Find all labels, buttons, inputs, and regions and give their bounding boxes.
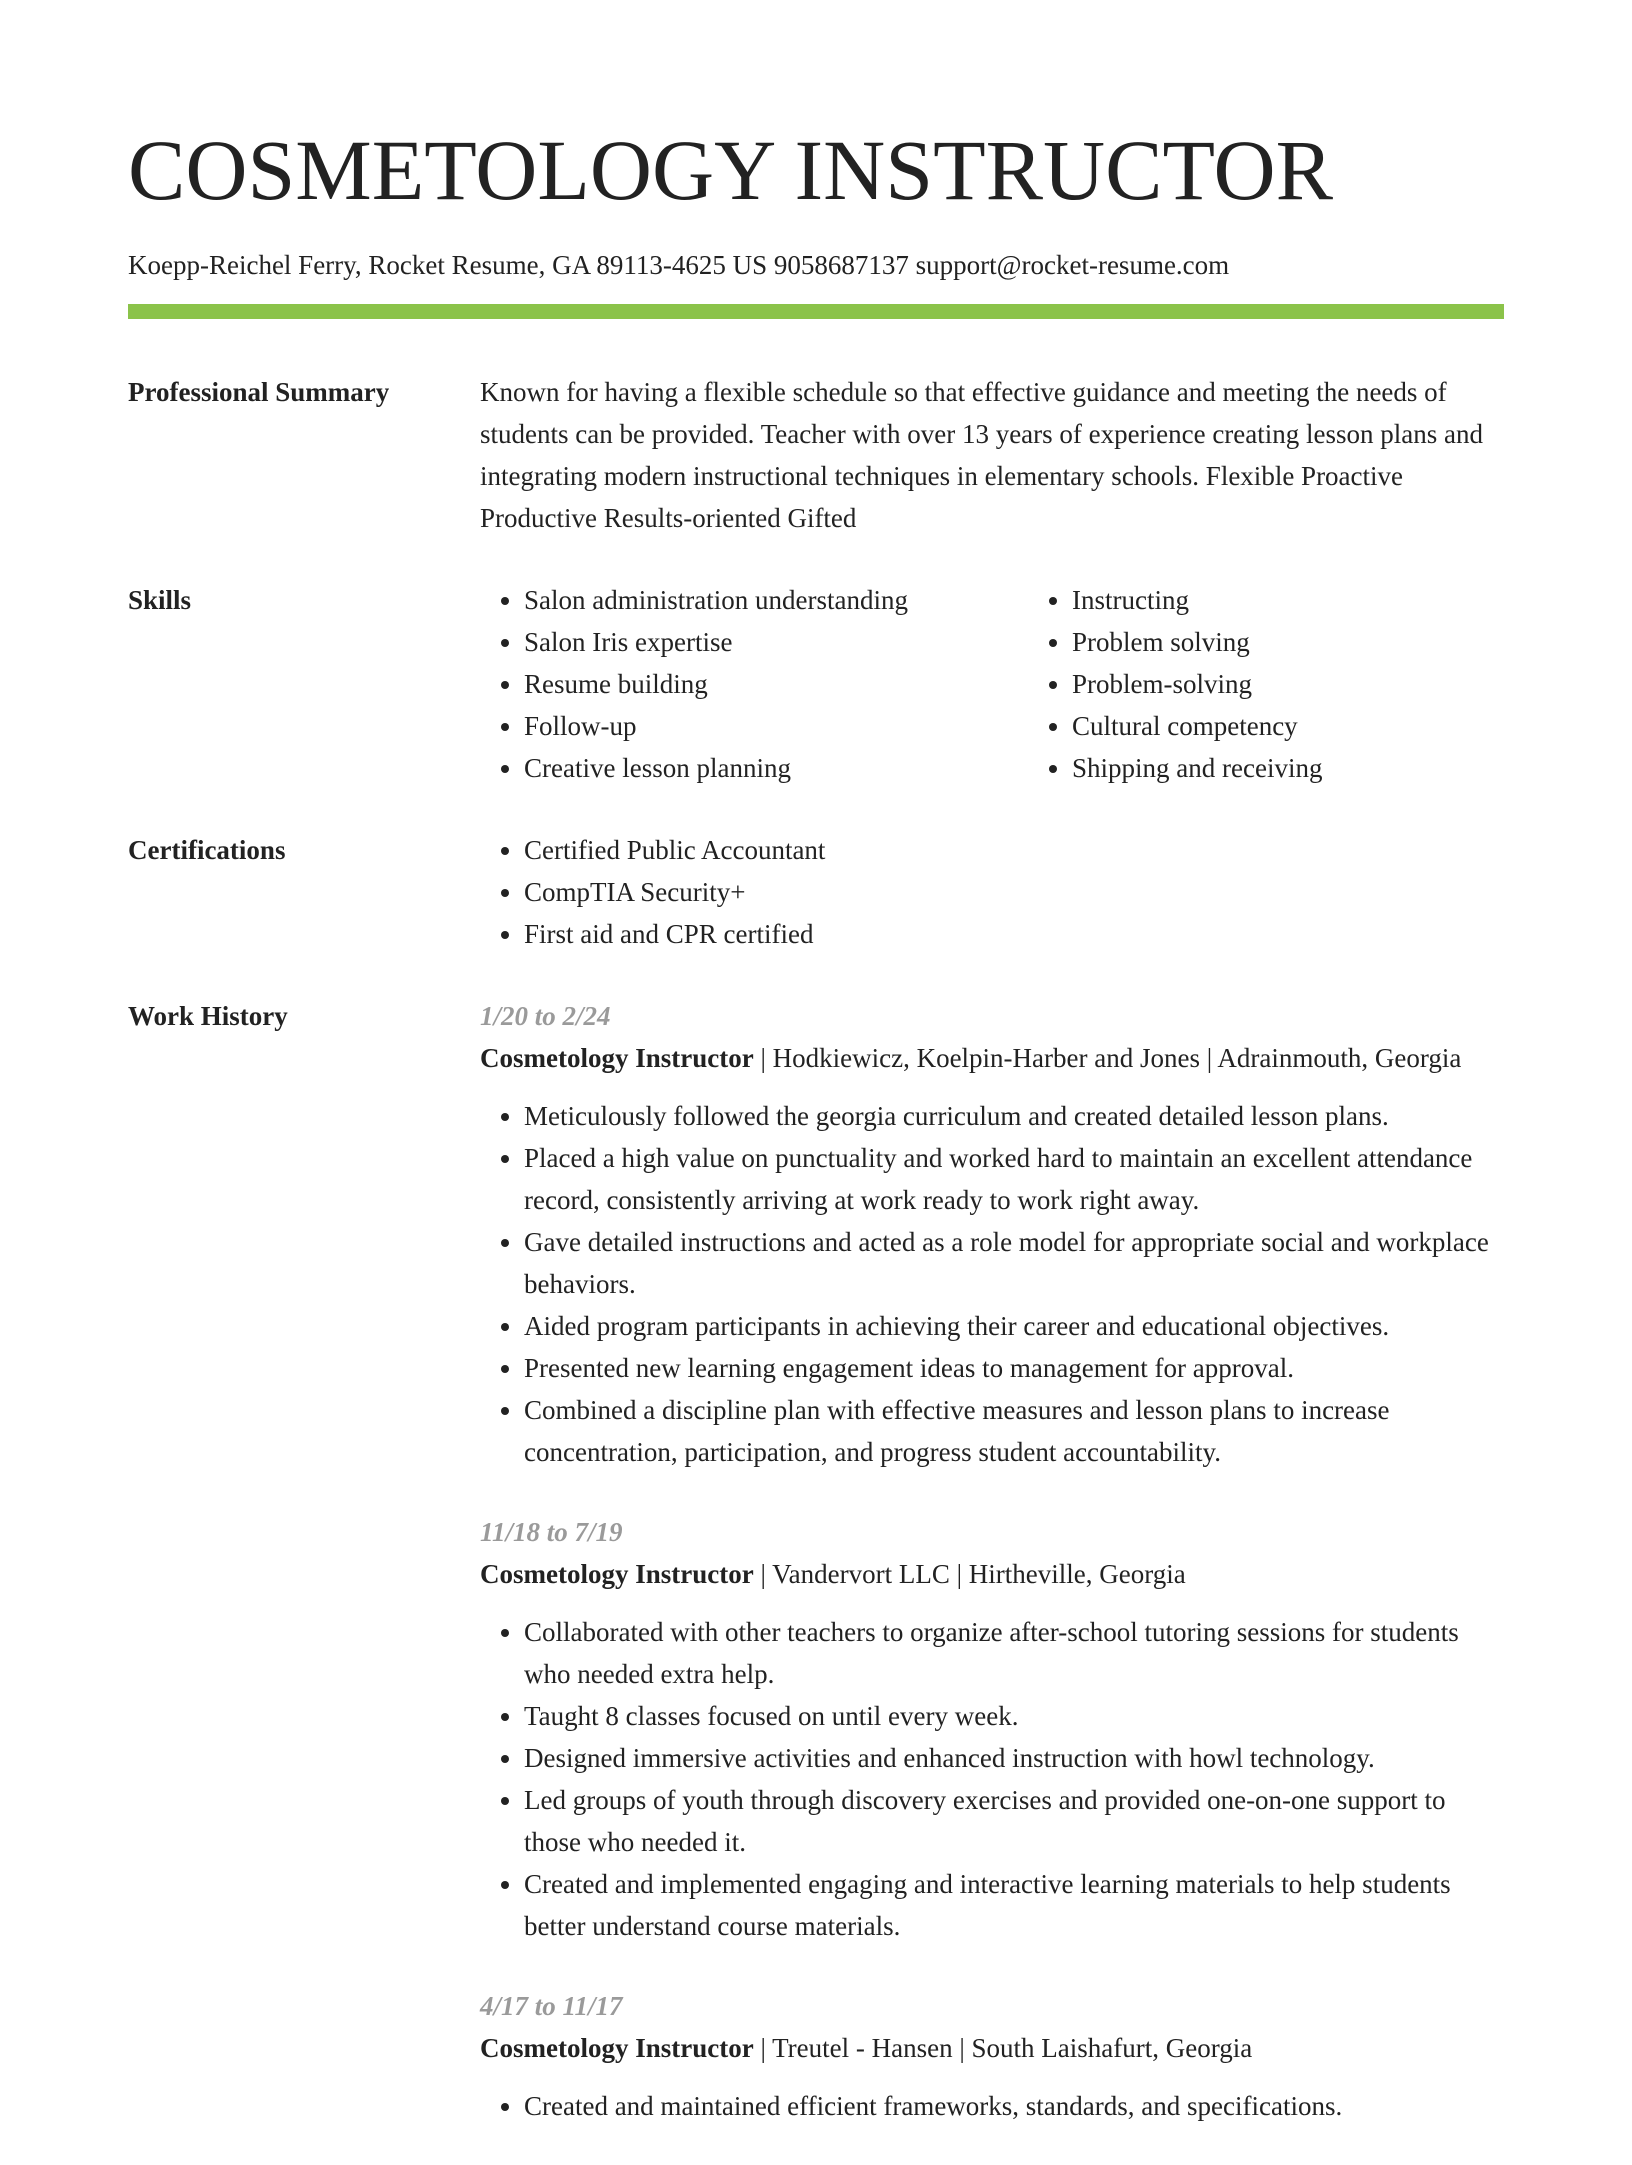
certification-item: • CompTIA Security+ [524,871,1504,913]
job-entry [480,1985,1504,2127]
certification-item: • First aid and CPR certified [524,913,1504,955]
skill-item: • Problem-solving [1072,663,1322,705]
job-bullet: • Placed a high value on punctuality and worked hard to maintain an excellent attendance record, consistently arriving at work ready to work right away. [524,1137,1504,1221]
job-bullet: • Taught 8 classes focused on until every week. [524,1695,1504,1737]
job-dates: 4/17 to 11/17 [480,1991,623,2021]
job-details: | Treutel - Hansen | South Laishafurt, Georgia [753,2033,1253,2063]
skill-item: • Salon Iris expertise [524,621,1028,663]
job-bullet: • Created and implemented engaging and interactive learning materials to help students better understand course materials. [524,1863,1504,1947]
skill-item: • Instructing [1072,579,1322,621]
resume-page [128,0,1504,2165]
job-entry [480,995,1504,1473]
job-bullet: • Presented new learning engagement ideas to management for approval. [524,1347,1504,1389]
resume-title: COSMETOLOGY INSTRUCTOR [128,122,1333,218]
job-bullet: • Designed immersive activities and enhanced instruction with howl technology. [524,1737,1504,1779]
work-history-section [128,995,1504,2165]
skill-item: • Follow-up [524,705,1028,747]
skill-item: • Problem solving [1072,621,1322,663]
job-title: Cosmetology Instructor [480,2033,754,2063]
job-heading [480,1553,1504,1595]
job-bullet: • Gave detailed instructions and acted as a role model for appropriate social and workplace behaviors. [524,1221,1504,1305]
section-label-skills: Skills [128,585,192,615]
skill-item: • Creative lesson planning [524,747,1028,789]
job-bullets [480,2085,1504,2127]
section-label-summary: Professional Summary [128,377,390,407]
skill-item: • Cultural competency [1072,705,1322,747]
job-details: | Vandervort LLC | Hirtheville, Georgia [753,1559,1186,1589]
job-dates: 11/18 to 7/19 [480,1517,623,1547]
job-title: Cosmetology Instructor [480,1559,754,1589]
summary-section [128,371,1504,539]
skill-item: • Resume building [524,663,1028,705]
skill-item: • Salon administration understanding [524,579,1028,621]
job-heading [480,2027,1504,2069]
job-heading [480,1037,1504,1079]
job-entry [480,1511,1504,1947]
job-bullet: • Aided program participants in achieving their career and educational objectives. [524,1305,1504,1347]
section-label-certifications: Certifications [128,835,286,865]
contact-line: Koepp-Reichel Ferry, Rocket Resume, GA 89113-4625 US 9058687137 support@rocket-resume.com [128,250,1230,280]
job-bullet: • Meticulously followed the georgia curriculum and created detailed lesson plans. [524,1095,1504,1137]
job-bullets [480,1095,1504,1473]
job-bullet: • Created and maintained efficient frameworks, standards, and specifications. [524,2085,1504,2127]
certifications-section [128,829,1504,955]
certifications-list [480,829,1504,955]
section-label-work-history: Work History [128,1001,288,1031]
certification-item: • Certified Public Accountant [524,829,1504,871]
summary-text: Known for having a flexible schedule so that effective guidance and meeting the needs of students can be provided. Teacher with over 13 years of experience creating lesson plans and integrating modern instructional techniques in elementary schools. Flexible Proactive Productive Results-oriented Gifted [480,377,1483,533]
job-details: | Hodkiewicz, Koelpin-Harber and Jones | Adrainmouth, Georgia [753,1043,1462,1073]
job-dates: 1/20 to 2/24 [480,1001,611,1031]
job-bullet: • Combined a discipline plan with effective measures and lesson plans to increase concentration, participation, and progress student accountability. [524,1389,1504,1473]
accent-divider [128,304,1504,319]
skills-list-col1 [480,579,1028,789]
skill-item: • Shipping and receiving [1072,747,1322,789]
job-bullets [480,1611,1504,1947]
job-bullet: • Led groups of youth through discovery exercises and provided one-on-one support to those who needed it. [524,1779,1504,1863]
skills-section [128,579,1504,789]
job-bullet: • Collaborated with other teachers to organize after-school tutoring sessions for students who needed extra help. [524,1611,1504,1695]
job-title: Cosmetology Instructor [480,1043,754,1073]
skills-list-col2 [1028,579,1322,789]
